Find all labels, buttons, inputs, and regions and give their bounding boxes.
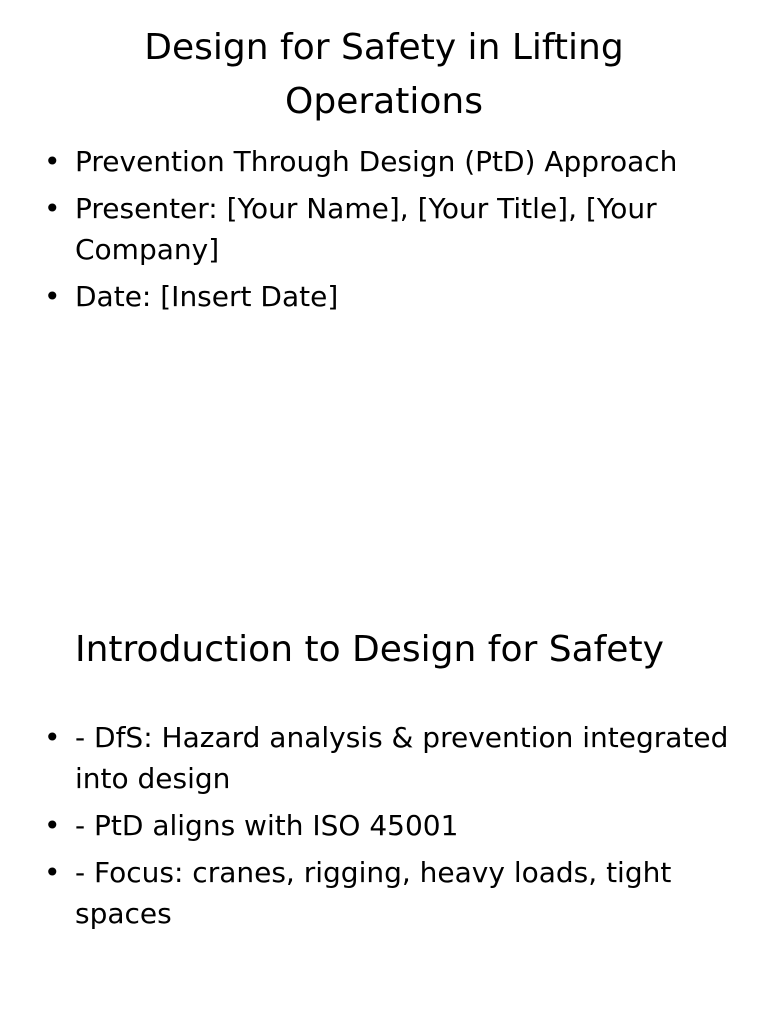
bullet-dot-icon: • [44, 145, 61, 178]
bullet-item [0, 717, 768, 799]
bullet-text: - Focus: cranes, rigging, heavy loads, tight spaces [75, 856, 672, 930]
slide-title: Introduction to Design for Safety [75, 629, 664, 670]
bullet-text: - DfS: Hazard analysis & prevention integrated into design [75, 721, 729, 795]
bullet-item [0, 188, 768, 270]
bullet-item [0, 852, 768, 934]
bullet-list [0, 717, 768, 940]
bullet-text: Presenter: [Your Name], [Your Title], [Your Company] [75, 192, 657, 266]
bullet-dot-icon: • [44, 192, 61, 225]
bullet-item [0, 805, 768, 846]
bullet-dot-icon: • [44, 721, 61, 754]
slide-title: Design for Safety in Lifting Operations [144, 27, 624, 122]
slide-2 [0, 512, 768, 1024]
bullet-list [0, 141, 768, 323]
bullet-item [0, 276, 768, 317]
bullet-text: Prevention Through Design (PtD) Approach [75, 145, 678, 178]
bullet-dot-icon: • [44, 280, 61, 313]
bullet-text: - PtD aligns with ISO 45001 [75, 809, 459, 842]
bullet-dot-icon: • [44, 856, 61, 889]
bullet-item [0, 141, 768, 182]
bullet-text: Date: [Insert Date] [75, 280, 339, 313]
bullet-dot-icon: • [44, 809, 61, 842]
